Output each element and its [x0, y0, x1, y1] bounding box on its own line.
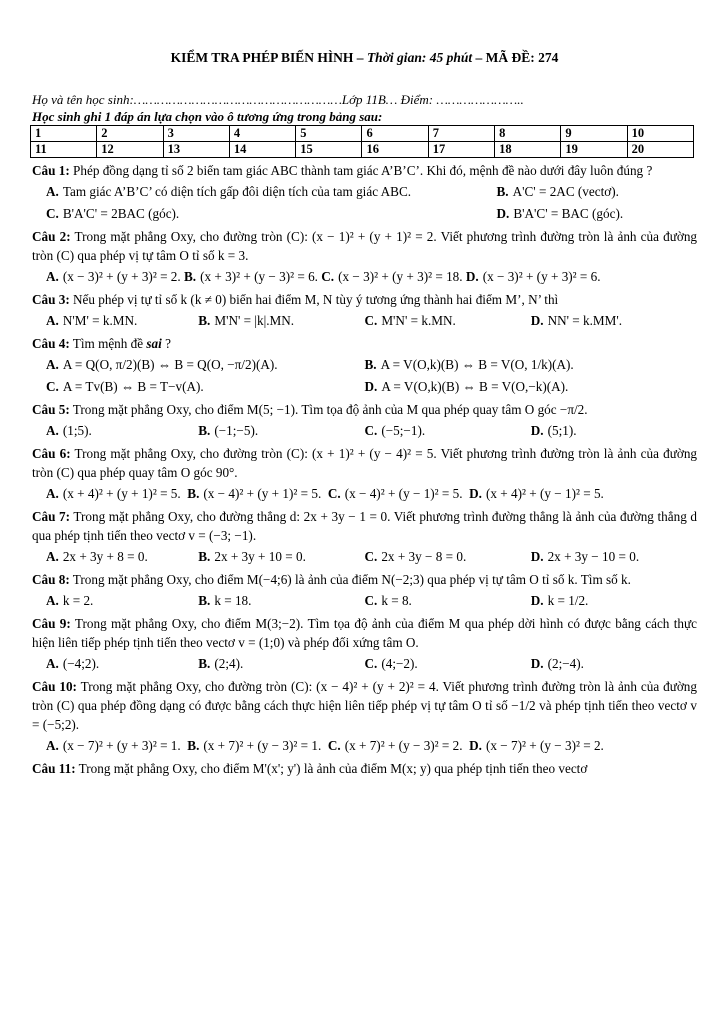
- answer-cell[interactable]: 11: [31, 142, 97, 158]
- option-letter: C.: [364, 423, 378, 438]
- option-text: k = 1/2.: [547, 593, 589, 608]
- option-letter: D.: [364, 379, 378, 394]
- option-text: (2;−4).: [547, 656, 584, 671]
- option-text: A = V(O,k)(B) ⇔ B = V(O, 1/k)(A).: [380, 357, 574, 372]
- option-d[interactable]: [365, 377, 698, 397]
- question-text: Phép đồng dạng tỉ số 2 biến tam giác ABC thành tam giác A’B’C’. Khi đó, mệnh đề nào dưới đây luôn đúng ?: [73, 163, 653, 178]
- question-9: [32, 614, 697, 652]
- option-letter: C.: [364, 313, 378, 328]
- option-b-text: (x + 3)² + (y − 3)² = 6.: [200, 269, 318, 284]
- question-text-end: ?: [161, 336, 171, 351]
- option-letter: D.: [530, 313, 544, 328]
- question-3: [32, 290, 697, 309]
- question-6: [32, 444, 697, 482]
- question-10: [32, 677, 697, 734]
- option-b[interactable]: B.: [187, 738, 200, 753]
- option-b[interactable]: [198, 654, 364, 674]
- option-c-text: (x − 3)² + (y + 3)² = 18.: [338, 269, 463, 284]
- option-a[interactable]: [32, 547, 198, 567]
- option-a-text: (x − 7)² + (y + 3)² = 1.: [62, 738, 181, 753]
- option-text: k = 18.: [214, 593, 252, 608]
- option-c[interactable]: C.: [327, 486, 341, 501]
- option-text: A'C' = 2AC (vectơ).: [512, 184, 619, 199]
- option-c[interactable]: [32, 377, 365, 397]
- option-d[interactable]: [531, 654, 697, 674]
- question-text: Trong mặt phẳng Oxy, cho điểm M(5; −1). Tìm tọa độ ảnh của M qua phép quay tâm O góc −π/2.: [72, 402, 588, 417]
- option-text: B'A'C' = 2BAC (góc).: [62, 206, 180, 221]
- answer-cell[interactable]: 15: [296, 142, 362, 158]
- option-letter: B.: [198, 656, 211, 671]
- question-text: Nếu phép vị tự tỉ số k (k ≠ 0) biến hai điểm M, N tùy ý tương ứng thành hai điểm M’, N’ thì: [73, 292, 559, 307]
- answer-cell[interactable]: 18: [495, 142, 561, 158]
- answer-cell[interactable]: 1: [31, 126, 97, 142]
- option-letter: B.: [198, 549, 211, 564]
- question-text: Trong mặt phẳng Oxy, cho đường tròn (C): (x − 4)² + (y + 2)² = 4. Viết phương trình đường tròn là ảnh của đường tròn (C) qua phép đồng dạng có được bằng cách thực hiện liên tiếp phép vị tự tâm O tỉ số −1/2 và phép tịnh tiến theo vectơ v = (−5;2).: [32, 679, 697, 732]
- answer-cell[interactable]: 17: [428, 142, 494, 158]
- question-text: Trong mặt phẳng Oxy, cho điểm M'(x'; y') là ảnh của điểm M(x; y) qua phép tịnh tiến theo vectơ: [78, 761, 588, 776]
- question-4-options-row1: [32, 355, 697, 375]
- question-text: Trong mặt phẳng Oxy, cho đường tròn (C): (x − 1)² + (y + 1)² = 2. Viết phương trình đường tròn là ảnh của đường tròn (C) qua phép vị tự tâm O tỉ số k = 3.: [32, 229, 698, 263]
- option-text: k = 8.: [381, 593, 412, 608]
- option-d[interactable]: [365, 204, 698, 224]
- option-b[interactable]: [365, 355, 698, 375]
- option-b[interactable]: B.: [187, 486, 200, 501]
- option-d-text: (x − 3)² + (y + 3)² = 6.: [482, 269, 601, 284]
- option-text: B'A'C' = BAC (góc).: [513, 206, 624, 221]
- option-letter: C.: [46, 206, 59, 221]
- option-letter: A.: [46, 656, 59, 671]
- instruction: Học sinh ghi 1 đáp án lựa chọn vào ô tương ứng trong bảng sau:: [32, 109, 383, 124]
- option-d[interactable]: D.: [469, 486, 482, 501]
- option-letter: B.: [198, 313, 211, 328]
- option-b[interactable]: [198, 311, 364, 331]
- question-text: Trong mặt phẳng Oxy, cho đường thẳng d: 2x + 3y − 1 = 0. Viết phương trình đường thẳng là ảnh của đường thẳng d qua phép tịnh tiến theo vectơ v = (−3; −1).: [32, 509, 698, 543]
- option-c-text: (x − 4)² + (y − 1)² = 5.: [344, 486, 463, 501]
- option-letter: A.: [46, 184, 59, 199]
- option-b-text: (x + 7)² + (y − 3)² = 1.: [203, 738, 322, 753]
- answer-cell[interactable]: 6: [362, 126, 428, 142]
- option-letter: B.: [364, 357, 377, 372]
- option-b[interactable]: [198, 547, 364, 567]
- option-text: NN' = k.MM'.: [547, 313, 623, 328]
- question-5: [32, 400, 697, 419]
- option-d[interactable]: D.: [465, 269, 479, 284]
- option-letter: B.: [198, 593, 211, 608]
- option-c-text: (x + 7)² + (y − 3)² = 2.: [344, 738, 463, 753]
- question-8: [32, 570, 697, 589]
- option-b[interactable]: [365, 182, 698, 202]
- option-letter: A.: [46, 549, 59, 564]
- option-a[interactable]: [32, 355, 365, 375]
- title-main: KIỂM TRA PHÉP BIẾN HÌNH –: [170, 50, 367, 65]
- answer-cell[interactable]: 14: [229, 142, 295, 158]
- option-letter: D.: [530, 423, 544, 438]
- option-letter: C.: [46, 379, 59, 394]
- title-time: Thời gian: 45 phút: [366, 50, 473, 65]
- question-text: Trong mặt phẳng Oxy, cho đường tròn (C): (x + 1)² + (y − 4)² = 5. Viết phương trình đường tròn là ảnh của đường tròn (C) qua phép quay tâm O góc 90°.: [32, 446, 698, 480]
- option-a[interactable]: [32, 421, 198, 441]
- answer-row-1: [31, 126, 694, 142]
- answer-table: [30, 125, 694, 158]
- option-a-text: (x + 4)² + (y + 1)² = 5.: [62, 486, 181, 501]
- option-text: N'M' = k.MN.: [62, 313, 138, 328]
- option-a[interactable]: A.: [46, 486, 59, 501]
- option-text: 2x + 3y − 10 = 0.: [547, 549, 640, 564]
- option-d[interactable]: D.: [469, 738, 482, 753]
- question-label: Câu 10:: [32, 679, 77, 694]
- answer-cell[interactable]: 12: [97, 142, 163, 158]
- question-2: [32, 227, 697, 265]
- option-text: 2x + 3y − 8 = 0.: [381, 549, 467, 564]
- question-1-options-row1: [32, 182, 697, 202]
- option-d-text: (x + 4)² + (y − 1)² = 5.: [485, 486, 604, 501]
- question-1-options-row2: [32, 204, 697, 224]
- answer-cell[interactable]: 3: [163, 126, 229, 142]
- answer-cell[interactable]: 2: [97, 126, 163, 142]
- option-c[interactable]: [365, 654, 531, 674]
- option-c[interactable]: [365, 591, 531, 611]
- answer-cell[interactable]: 20: [627, 142, 693, 158]
- option-c[interactable]: [365, 547, 531, 567]
- option-text: 2x + 3y + 8 = 0.: [62, 549, 148, 564]
- option-text: (−1;−5).: [214, 423, 259, 438]
- question-label: Câu 11:: [32, 761, 76, 776]
- option-c[interactable]: C.: [327, 738, 341, 753]
- question-label: Câu 9:: [32, 616, 71, 631]
- option-text: (4;−2).: [381, 656, 418, 671]
- option-letter: A.: [46, 593, 59, 608]
- option-letter: D.: [530, 549, 544, 564]
- question-label: Câu 3:: [32, 292, 70, 307]
- question-1: [32, 161, 697, 180]
- question-10-options: [32, 736, 697, 756]
- option-text: (−5;−1).: [381, 423, 426, 438]
- title-code: – MÃ ĐỀ: 274: [472, 50, 559, 65]
- option-d[interactable]: [531, 421, 697, 441]
- option-a[interactable]: A.: [46, 269, 59, 284]
- option-b-text: (x − 4)² + (y + 1)² = 5.: [203, 486, 322, 501]
- question-text: Trong mặt phẳng Oxy, cho điểm M(3;−2). Tìm tọa độ ảnh của điểm M qua phép dời hình có được bằng cách thực hiện liên tiếp phép tịnh tiến theo vectơ v = (1;0) và phép đối xứng tâm O.: [32, 616, 698, 650]
- option-letter: B.: [496, 184, 509, 199]
- answer-cell[interactable]: 8: [495, 126, 561, 142]
- question-emphasis: sai: [146, 336, 162, 351]
- option-letter: A.: [46, 357, 59, 372]
- question-label: Câu 4:: [32, 336, 70, 351]
- option-letter: C.: [364, 549, 378, 564]
- option-text: (5;1).: [547, 423, 577, 438]
- question-label: Câu 7:: [32, 509, 71, 524]
- question-label: Câu 2:: [32, 229, 71, 244]
- option-text: A = V(O,k)(B) ⇔ B = V(O,−k)(A).: [381, 379, 569, 394]
- option-letter: C.: [364, 593, 378, 608]
- question-11: [32, 759, 697, 778]
- option-d-text: (x − 7)² + (y − 3)² = 2.: [485, 738, 604, 753]
- option-letter: B.: [198, 423, 211, 438]
- question-text: Trong mặt phẳng Oxy, cho điểm M(−4;6) là ảnh của điểm N(−2;3) qua phép vị tự tâm O tỉ số k. Tìm số k.: [72, 572, 631, 587]
- answer-cell[interactable]: 7: [428, 126, 494, 142]
- answer-cell[interactable]: 4: [229, 126, 295, 142]
- answer-row-2: [31, 142, 694, 158]
- option-c[interactable]: [32, 204, 365, 224]
- option-text: A = Q(O, π/2)(B) ⇔ B = Q(O, −π/2)(A).: [62, 357, 278, 372]
- question-7: [32, 507, 697, 545]
- answer-cell[interactable]: 13: [163, 142, 229, 158]
- answer-cell[interactable]: 5: [296, 126, 362, 142]
- question-label: Câu 5:: [32, 402, 70, 417]
- option-letter: D.: [530, 656, 544, 671]
- option-d[interactable]: [531, 311, 697, 331]
- question-2-options: [32, 267, 697, 287]
- question-5-options: [32, 421, 697, 441]
- question-7-options: [32, 547, 697, 567]
- question-8-options: [32, 591, 697, 611]
- option-a[interactable]: [32, 311, 198, 331]
- option-text: (2;4).: [214, 656, 244, 671]
- option-text: Tam giác A’B’C’ có diện tích gấp đôi diện tích của tam giác ABC.: [62, 184, 412, 199]
- option-letter: D.: [530, 593, 544, 608]
- option-a[interactable]: [32, 182, 412, 202]
- option-b[interactable]: [198, 421, 364, 441]
- answer-cell[interactable]: 10: [627, 126, 693, 142]
- answer-cell[interactable]: 19: [561, 142, 627, 158]
- question-6-options: [32, 484, 697, 504]
- option-text: k = 2.: [62, 593, 94, 608]
- option-c[interactable]: [365, 421, 531, 441]
- option-c[interactable]: C.: [321, 269, 335, 284]
- option-b[interactable]: [198, 591, 364, 611]
- option-text: 2x + 3y + 10 = 0.: [214, 549, 306, 564]
- answer-cell[interactable]: 9: [561, 126, 627, 142]
- question-label: Câu 1:: [32, 163, 70, 178]
- option-text: (−4;2).: [62, 656, 100, 671]
- student-info: Họ và tên học sinh:………………………………………………Lớp 11B… Điểm: …………………..: [32, 92, 524, 107]
- question-text: Tìm mệnh đề: [72, 336, 147, 351]
- option-c[interactable]: [365, 311, 531, 331]
- option-a[interactable]: [32, 591, 198, 611]
- option-a[interactable]: [32, 654, 198, 674]
- option-letter: A.: [46, 423, 59, 438]
- question-4: [32, 334, 697, 353]
- question-3-options: [32, 311, 697, 331]
- option-text: (1;5).: [62, 423, 92, 438]
- question-4-options-row2: [32, 377, 697, 397]
- question-label: Câu 6:: [32, 446, 71, 461]
- option-letter: C.: [364, 656, 378, 671]
- option-d[interactable]: [531, 547, 697, 567]
- option-text: M'N' = |k|.MN.: [214, 313, 295, 328]
- option-text: A = Tv(B) ⇔ B = T−v(A).: [62, 379, 204, 394]
- exam-title: [32, 0, 697, 88]
- question-9-options: [32, 654, 697, 674]
- option-d[interactable]: [531, 591, 697, 611]
- option-letter: A.: [46, 313, 59, 328]
- option-letter: D.: [496, 206, 510, 221]
- option-text: M'N' = k.MN.: [381, 313, 456, 328]
- question-label: Câu 8:: [32, 572, 70, 587]
- option-a-text: (x − 3)² + (y + 3)² = 2.: [62, 269, 181, 284]
- option-b[interactable]: B.: [184, 269, 197, 284]
- option-a[interactable]: A.: [46, 738, 59, 753]
- answer-cell[interactable]: 16: [362, 142, 428, 158]
